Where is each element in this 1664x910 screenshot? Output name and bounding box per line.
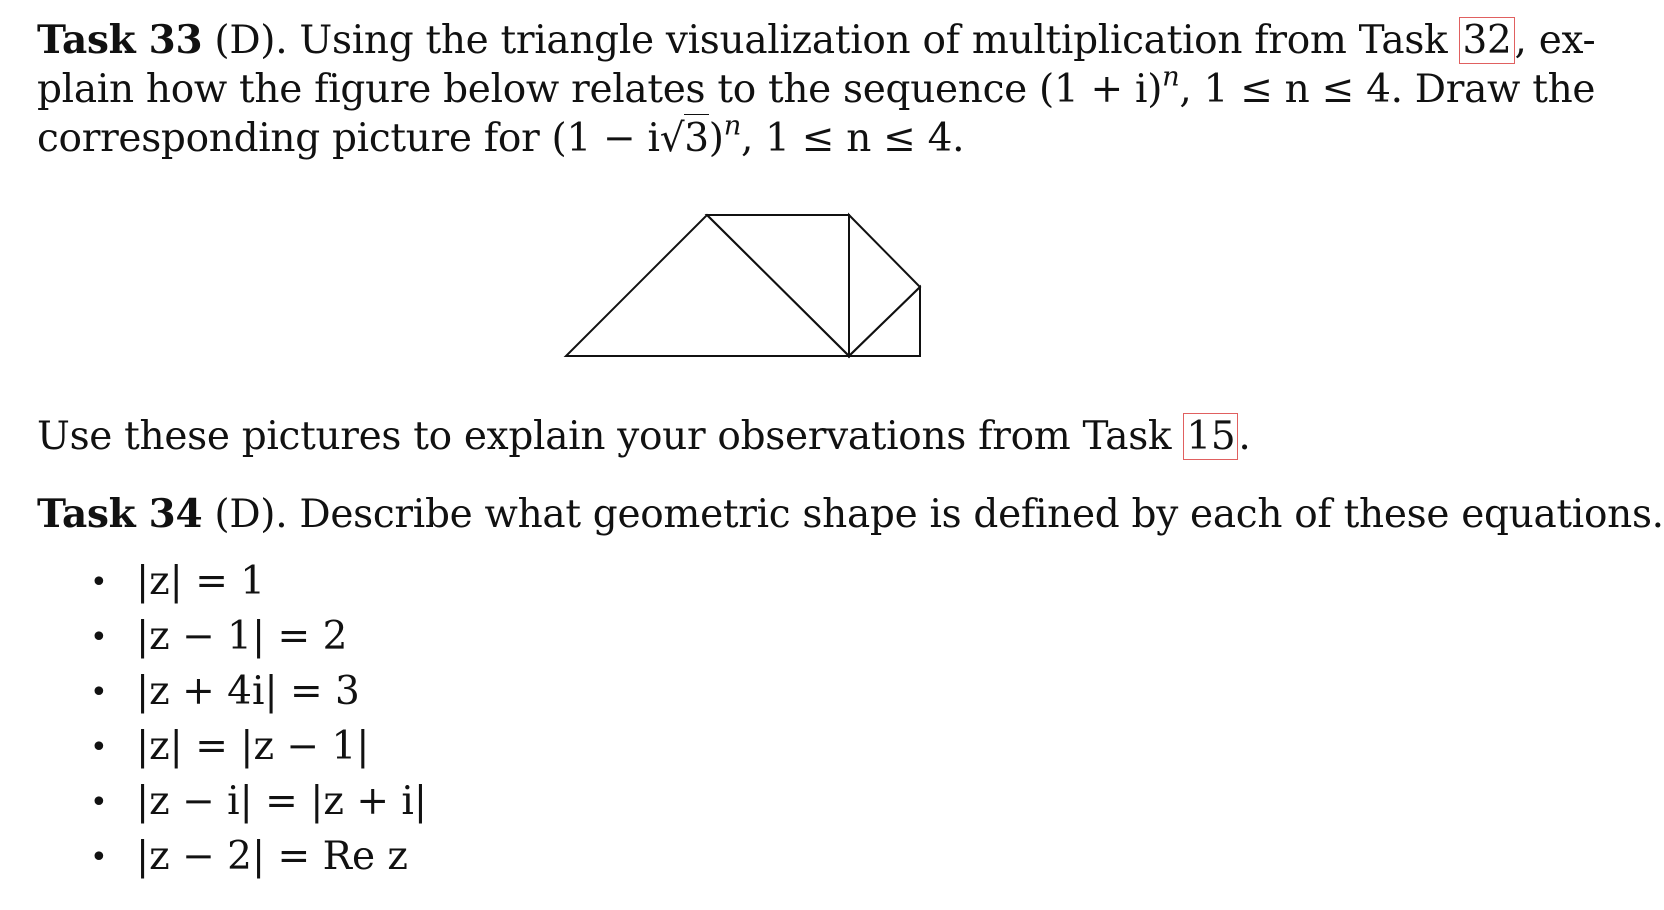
task-33-line-3 [37, 110, 1457, 163]
task-33-line-1 [37, 16, 1596, 65]
equation-list [90, 557, 427, 887]
exponent-n: n [1162, 61, 1180, 93]
equation: |z − 1| = 2 [136, 614, 348, 659]
observation-text: Use these pictures to explain your observations from Task [37, 414, 1172, 459]
bullet-icon: • [90, 565, 108, 600]
task-34-title: Task 34 [37, 491, 203, 537]
triangle-multiplication-figure [560, 205, 930, 365]
bullet-icon: • [90, 785, 108, 820]
observation-end: . [1238, 414, 1251, 459]
equation: |z| = |z − 1| [136, 724, 370, 769]
list-item [90, 722, 427, 777]
task-33-paragraph [37, 16, 1596, 163]
task-34-tag: (D). [214, 492, 288, 537]
equation: |z − 2| = Re z [136, 834, 408, 879]
list-item [90, 832, 427, 887]
list-item [90, 777, 427, 832]
task-33-line1-text: Using the triangle visualization of multiplication from Task [299, 18, 1448, 63]
list-item [90, 557, 427, 612]
bullet-icon: • [90, 620, 108, 655]
exponent-n: n [723, 110, 741, 142]
triangle-4 [849, 287, 920, 356]
triangle-2 [707, 215, 849, 356]
task-33-line-2 [37, 61, 1596, 114]
triangle-1 [566, 215, 849, 356]
task-32-reference-link[interactable]: 32 [1459, 17, 1514, 64]
task-33-line3-close: ) [708, 116, 724, 161]
list-item [90, 667, 427, 722]
task-34-paragraph [37, 490, 1664, 539]
triangle-3 [849, 215, 920, 356]
bullet-icon: • [90, 730, 108, 765]
task-33-line1-end: , ex- [1514, 18, 1596, 63]
observation-paragraph [37, 412, 1457, 461]
equation: |z + 4i| = 3 [136, 669, 360, 714]
task-34-text: Describe what geometric shape is defined by each of these equations. [299, 492, 1664, 537]
list-item [90, 612, 427, 667]
equation: |z − i| = |z + i| [136, 779, 428, 824]
task-33-line2-text: plain how the figure below relates to the sequence (1 + i) [37, 67, 1163, 112]
bullet-icon: • [90, 675, 108, 710]
task-15-reference-link[interactable]: 15 [1183, 413, 1238, 460]
equation: |z| = 1 [136, 559, 266, 604]
sqrt-argument: 3 [684, 116, 709, 161]
task-33-line3-end: , 1 ≤ n ≤ 4. [740, 116, 965, 161]
task-33-title: Task 33 [37, 17, 203, 63]
task-33-line2-end: , 1 ≤ n ≤ 4. Draw the [1179, 67, 1596, 112]
bullet-icon: • [90, 840, 108, 875]
task-33-line3-text: corresponding picture for (1 − i√ [37, 116, 685, 161]
task-33-tag: (D). [214, 18, 288, 63]
